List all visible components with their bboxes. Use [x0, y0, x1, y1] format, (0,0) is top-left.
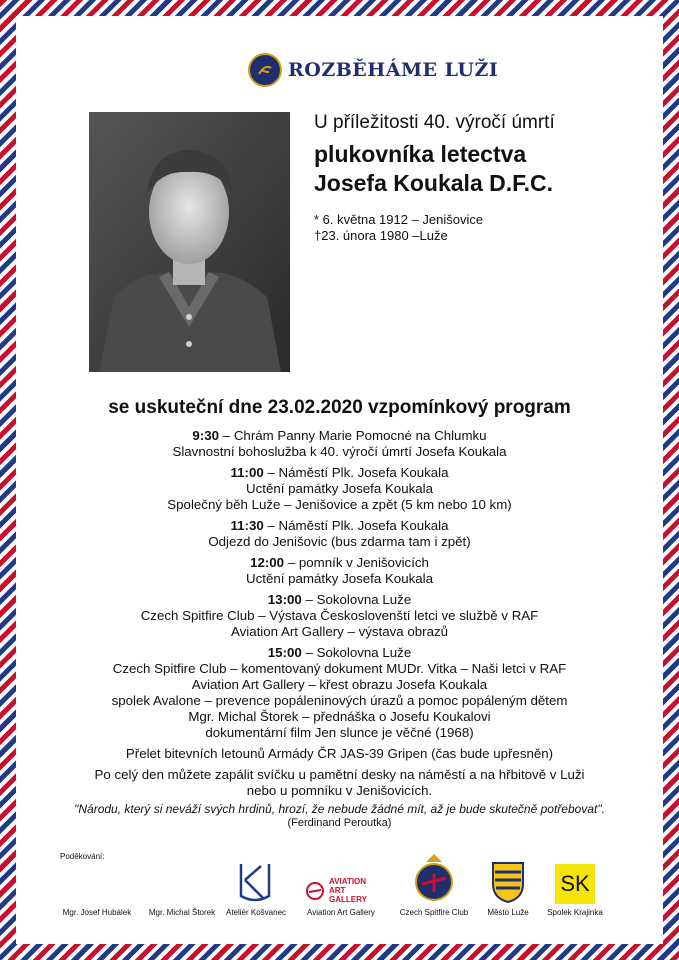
- aviation-art-logo-text: AVIATION ART GALLERY: [329, 877, 367, 904]
- sponsor: [298, 877, 384, 917]
- thanks-label: Poděkování:: [60, 852, 105, 861]
- sponsor-name: Czech Spitfire Club: [399, 908, 469, 917]
- sponsor-name: Mgr. Michal Štorek: [148, 908, 216, 917]
- birth-date: * 6. května 1912 – Jenišovice: [314, 212, 484, 227]
- schedule-item: [0, 645, 679, 741]
- sponsor: [478, 860, 538, 917]
- program-heading: se uskuteční dne 23.02.2020 vzpomínkový program: [108, 397, 571, 418]
- honoree-name: Josefa Koukala D.F.C.: [314, 170, 554, 196]
- death-date: †23. února 1980 –Luže: [314, 228, 448, 243]
- atelier-logo-icon: [224, 860, 288, 904]
- schedule-time: 13:00: [267, 592, 302, 607]
- sponsor: [224, 860, 288, 917]
- schedule-time: 11:00: [230, 465, 264, 480]
- sponsor-name: Město Luže: [487, 908, 529, 917]
- schedule-time: 12:00: [250, 555, 285, 570]
- luze-coat-of-arms-icon: [478, 860, 538, 904]
- candle-note-line1: Po celý den můžete zapálit svíčku u pamětní desky na náměstí a na hřbitově v Luži: [94, 767, 585, 782]
- sponsor: [142, 908, 222, 917]
- schedule: [0, 428, 679, 799]
- sponsor-name: Ateliér Košvanec: [225, 908, 287, 917]
- life-dates: [314, 212, 644, 244]
- schedule-line: Odjezd do Jenišovic (bus zdarma tam i zpět): [208, 534, 471, 549]
- schedule-item: [0, 555, 679, 587]
- schedule-item: [0, 465, 679, 513]
- schedule-line: Slavnostní bohoslužba k 40. výročí úmrtí Josefa Koukala: [172, 444, 507, 459]
- quote-block: [0, 802, 679, 830]
- schedule-item: [0, 428, 679, 460]
- sponsor: [540, 864, 610, 917]
- schedule-line: Czech Spitfire Club – Výstava Českoslovenští letci ve službě v RAF: [140, 608, 539, 623]
- portrait-photo: [89, 112, 290, 372]
- schedule-place: – Náměstí Plk. Josefa Koukala: [267, 518, 449, 533]
- sponsor-name: Aviation Art Gallery: [307, 908, 375, 917]
- schedule-line: Aviation Art Gallery – výstava obrazů: [230, 624, 449, 639]
- schedule-line: dokumentární film Jen slunce je věčné (1968): [205, 725, 474, 740]
- schedule-line: spolek Avalone – prevence popáleninových úrazů a pomoc popáleným dětem: [111, 693, 568, 708]
- brand-logo: [248, 54, 498, 86]
- schedule-line: Uctění památky Josefa Koukala: [246, 481, 433, 496]
- spitfire-club-crest-icon: [390, 852, 478, 904]
- schedule-place: – Chrám Panny Marie Pomocné na Chlumku: [222, 428, 487, 443]
- schedule-item: [0, 592, 679, 640]
- schedule-place: – Náměstí Plk. Josefa Koukala: [267, 465, 449, 480]
- schedule-place: – Sokolovna Luže: [305, 592, 412, 607]
- schedule-line: Mgr. Michal Štorek – přednáška o Josefu Koukalovi: [188, 709, 491, 724]
- sponsor: [60, 908, 134, 917]
- candle-note-line2: nebo u pomníku v Jenišovicích.: [246, 783, 433, 798]
- krajinka-logo-icon: [540, 864, 610, 904]
- sponsors-row: [60, 842, 620, 917]
- runner-badge-icon: [248, 53, 282, 87]
- intro-occasion: U příležitosti 40. výročí úmrtí: [314, 112, 555, 133]
- sponsor-name: Mgr. Josef Hubálek: [62, 908, 132, 917]
- schedule-item: [0, 518, 679, 550]
- sponsor-name: Spolek Krajinka: [547, 908, 603, 917]
- krajinka-logo-text: SK: [555, 864, 595, 904]
- schedule-time: 9:30: [192, 428, 220, 443]
- schedule-time: 15:00: [267, 645, 302, 660]
- schedule-place: – Sokolovna Luže: [305, 645, 412, 660]
- sponsor: [390, 852, 478, 917]
- brand-logo-text: ROZBĚHÁME LUŽI: [288, 59, 499, 81]
- schedule-line: Společný běh Luže – Jenišovice a zpět (5 km nebo 10 km): [167, 497, 512, 512]
- schedule-time: 11:30: [230, 518, 264, 533]
- schedule-line: Uctění památky Josefa Koukala: [246, 571, 433, 586]
- flyover-note: Přelet bitevních letounů Armády ČR JAS-39 Gripen (čas bude upřesněn): [125, 746, 554, 761]
- honoree-rank: plukovníka letectva: [314, 141, 527, 167]
- schedule-place: – pomník v Jenišovicích: [287, 555, 429, 570]
- intro-section: [314, 112, 644, 244]
- quote-author: (Ferdinand Peroutka): [287, 817, 392, 829]
- quote-text: "Národu, který si neváží svých hrdinů, hrozí, že nebude žádné mít, až je bude skutečně potřebovat".: [74, 802, 605, 816]
- schedule-line: Czech Spitfire Club – komentovaný dokument MUDr. Vitka – Naši letci v RAF: [112, 661, 567, 676]
- schedule-line: Aviation Art Gallery – křest obrazu Josefa Koukala: [191, 677, 488, 692]
- aviation-art-logo-icon: [298, 877, 384, 904]
